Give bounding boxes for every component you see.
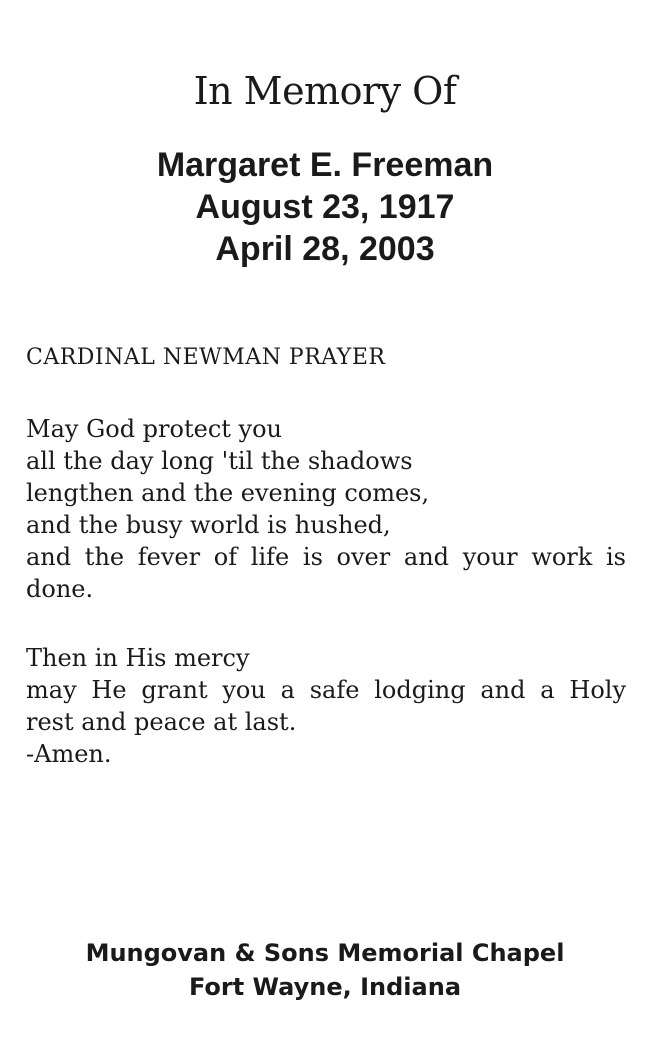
prayer-line: lengthen and the evening comes, [26, 479, 430, 507]
funeral-home [0, 936, 650, 1004]
memory-heading: In Memory Of [193, 69, 457, 113]
prayer-line: and the fever of life is over and your work is [26, 543, 626, 571]
prayer-line: rest and peace at last. [26, 708, 297, 736]
prayer-stanza-1 [26, 413, 626, 605]
chapel-name: Mungovan & Sons Memorial Chapel [85, 939, 565, 967]
death-date: April 28, 2003 [215, 230, 435, 268]
deceased-info [0, 144, 650, 270]
prayer-line: and the busy world is hushed, [26, 511, 391, 539]
prayer-line: May God protect you [26, 415, 282, 443]
prayer-line: done. [26, 575, 94, 603]
birth-date: August 23, 1917 [195, 188, 455, 226]
prayer-line: -Amen. [26, 740, 112, 768]
prayer-line: may He grant you a safe lodging and a Holy [26, 676, 626, 704]
prayer-title: CARDINAL NEWMAN PRAYER [26, 345, 386, 370]
prayer-stanza-2 [26, 642, 626, 770]
chapel-location: Fort Wayne, Indiana [188, 973, 462, 1001]
prayer-line: Then in His mercy [26, 644, 250, 672]
deceased-name: Margaret E. Freeman [156, 146, 494, 184]
prayer-line: all the day long 'til the shadows [26, 447, 413, 475]
